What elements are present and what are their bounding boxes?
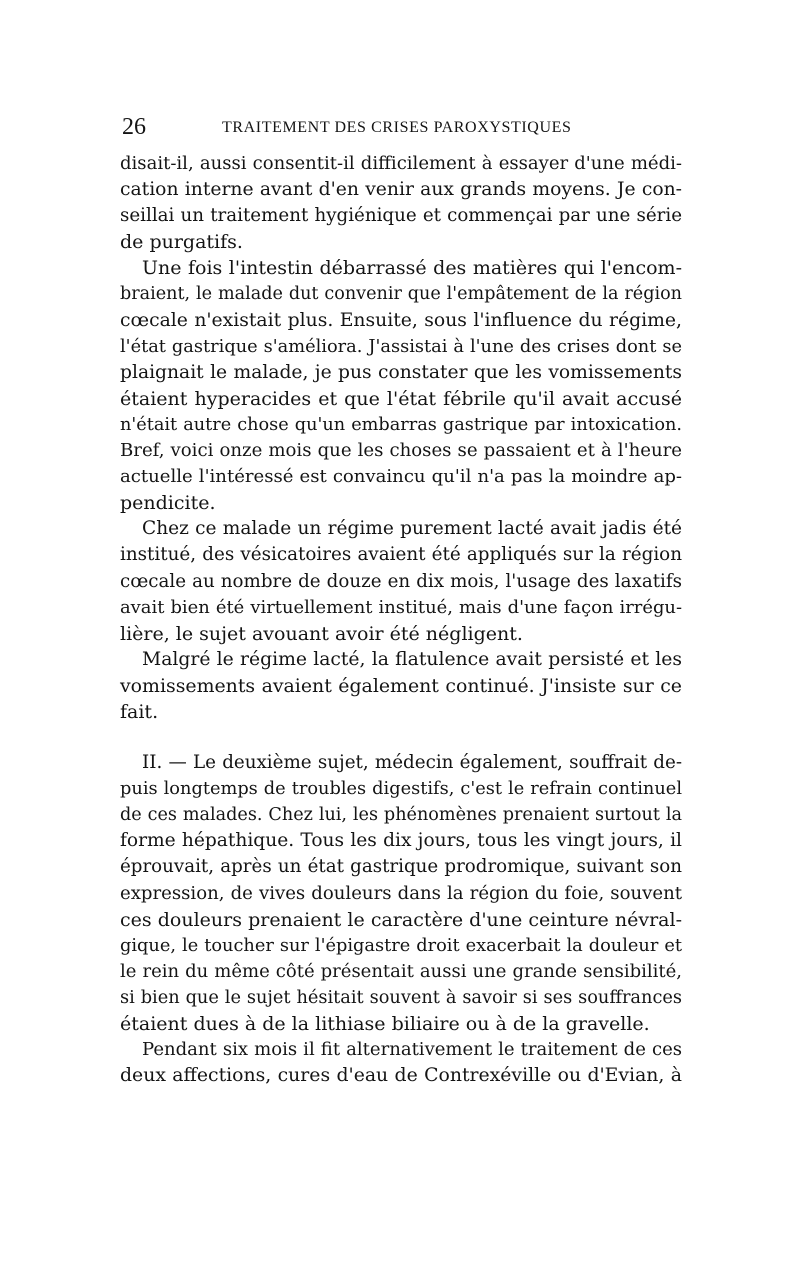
text-line: lière, le sujet avouant avoir été négligent. — [120, 622, 523, 645]
text-line: avait bien été virtuellement institué, mais d'une façon irrégu- — [120, 596, 682, 618]
paragraph — [120, 647, 682, 725]
text-line: puis longtemps de troubles digestifs, c'est le refrain continuel — [120, 779, 682, 800]
text-line: cœcale au nombre de douze en dix mois, l'usage des laxatifs — [120, 570, 682, 592]
text-line: Chez ce malade un régime purement lacté avait jadis été — [142, 518, 682, 540]
text-line: Malgré le régime lacté, la flatulence avait persisté et les — [142, 648, 682, 670]
text-line: pendicite. — [120, 492, 216, 515]
text-line: II. — Le deuxième sujet, médecin également, souffrait de- — [142, 752, 682, 774]
text-line: deux affections, cures d'eau de Contrexéville ou d'Evian, à — [120, 1065, 682, 1087]
section-gap — [120, 725, 682, 750]
text-line: ces douleurs prenaient le caractère d'une ceinture névral- — [120, 908, 682, 931]
text-line: disait-il, aussi consentit-il difficilement à essayer d'une médi- — [120, 153, 682, 174]
text-line: braient, le malade dut convenir que l'empâtement de la région — [120, 284, 682, 305]
text-line: forme hépathique. Tous les dix jours, tous les vingt jours, il — [120, 830, 682, 852]
text-line: plaignait le malade, je pus constater que les vomissements — [120, 361, 682, 383]
page-number: 26 — [122, 114, 146, 140]
text-line: l'état gastrique s'améliora. J'assistai à l'une des crises dont se — [120, 336, 682, 357]
text-line: éprouvait, après un état gastrique prodromique, suivant son — [120, 856, 682, 878]
text-line: Pendant six mois il fit alternativement le traitement de ces — [142, 1039, 682, 1061]
page-header — [122, 112, 682, 142]
text-line: gique, le toucher sur l'épigastre droit exacerbait la douleur et — [120, 935, 682, 956]
paragraph — [120, 151, 682, 255]
running-title: TRAITEMENT DES CRISES PAROXYSTIQUES — [222, 119, 572, 136]
text-line: cœcale n'existait plus. Ensuite, sous l'influence du régime, — [120, 309, 682, 331]
text-line: n'était autre chose qu'un embarras gastrique par intoxication. — [120, 414, 682, 435]
paragraph — [120, 1037, 682, 1089]
body-text — [120, 151, 682, 1089]
text-line: fait. — [120, 700, 159, 723]
text-line: institué, des vésicatoires avaient été appliqués sur la région — [120, 544, 682, 566]
text-line: expression, de vives douleurs dans la région du foie, souvent — [120, 882, 682, 904]
text-line: actuelle l'intéressé est convaincu qu'il n'a pas la moindre ap- — [120, 466, 682, 488]
text-line: Bref, voici onze mois que les choses se passaient et à l'heure — [120, 440, 682, 462]
paragraph — [120, 516, 682, 646]
text-line: étaient dues à de la lithiase biliaire ou à de la gravelle. — [120, 1013, 650, 1035]
paragraph — [120, 750, 682, 1037]
text-line: de purgatifs. — [120, 231, 243, 254]
text-line: étaient hyperacides et que l'état fébrile qu'il avait accusé — [120, 387, 682, 410]
text-line: Une fois l'intestin débarrassé des matières qui l'encom- — [142, 257, 682, 280]
text-line: cation interne avant d'en venir aux grands moyens. Je con- — [120, 179, 682, 201]
text-line: vomissements avaient également continué. J'insiste sur ce — [120, 674, 682, 697]
text-line: seillai un traitement hygiénique et commençai par une série — [120, 205, 682, 227]
text-line: si bien que le sujet hésitait souvent à savoir si ses souffrances — [120, 987, 682, 1008]
text-line: le rein du même côté présentait aussi une grande sensibilité, — [120, 960, 682, 982]
paragraph — [120, 255, 682, 516]
text-line: de ces malades. Chez lui, les phénomènes prenaient surtout la — [120, 805, 682, 826]
